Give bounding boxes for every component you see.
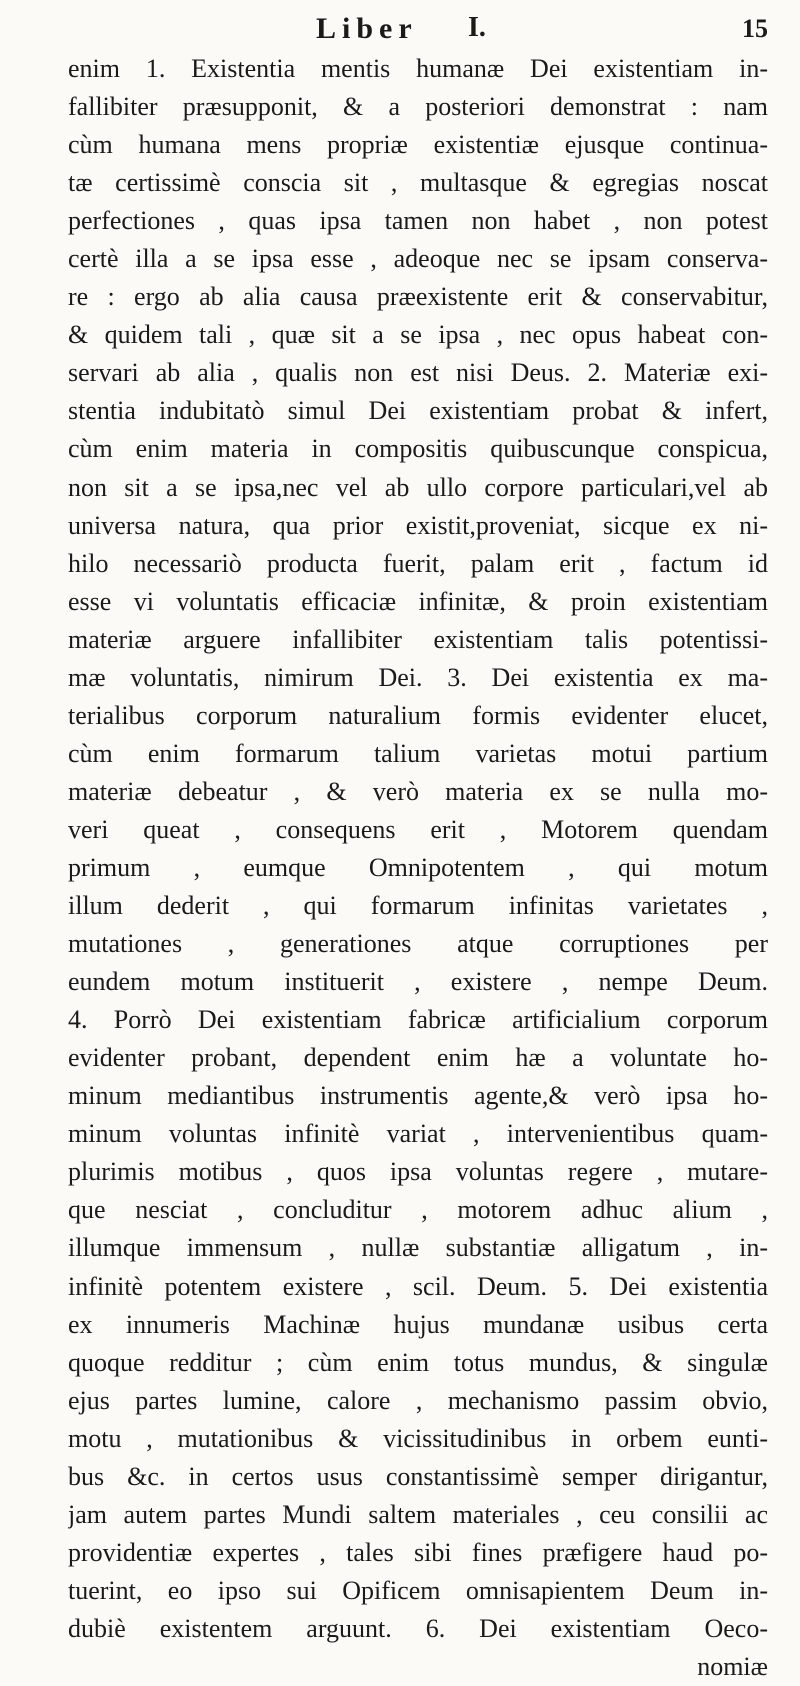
text-line: primum , eumque Omnipotentem , qui motum (68, 852, 768, 882)
text-line: terialibus corporum naturalium formis evidenter elucet, (68, 700, 768, 730)
text-line: dubiè existentem arguunt. 6. Dei existentiam Oeco- (68, 1613, 768, 1643)
text-line: jam autem partes Mundi saltem materiales , ceu consilii ac (68, 1499, 768, 1529)
text-line: & quidem tali , quæ sit a se ipsa , nec opus habeat con- (68, 320, 768, 350)
text-line: quoque redditur ; cùm enim totus mundus, & singulæ (68, 1347, 768, 1377)
text-line: ex innumeris Machinæ hujus mundanæ usibus certa (68, 1309, 768, 1339)
text-line: minum mediantibus instrumentis agente,& verò ipsa ho- (68, 1081, 768, 1111)
text-line: cùm enim materia in compositis quibuscunque conspicua, (68, 434, 768, 464)
text-line: ejus partes lumine, calore , mechanismo passim obvio, (68, 1385, 768, 1415)
text-line: materiæ arguere infallibiter existentiam talis potentissi- (68, 624, 768, 654)
text-line: enim 1. Existentia mentis humanæ Dei existentiam in- (68, 54, 768, 83)
text-line: stentia indubitatò simul Dei existentiam probat & infert, (68, 396, 768, 426)
text-line: bus &c. in certos usus constantissimè semper dirigantur, (68, 1461, 768, 1491)
text-line: eundem motum instituerit , existere , nempe Deum. (68, 967, 768, 997)
text-line: illumque immensum , nullæ substantiæ alligatum , in- (68, 1233, 768, 1263)
text-line: infinitè potentem existere , scil. Deum. 5. Dei existentia (68, 1271, 768, 1301)
text-line: mæ voluntatis, nimirum Dei. 3. Dei existentia ex ma- (68, 662, 768, 692)
text-line: servari ab alia , qualis non est nisi Deus. 2. Materiæ exi- (68, 358, 768, 388)
text-line: fallibiter præsupponit, & a posteriori demonstrat : nam (68, 92, 768, 122)
text-line: plurimis motibus , quos ipsa voluntas regere , mutare- (68, 1157, 768, 1187)
running-header (0, 8, 800, 54)
text-line: non sit a se ipsa,nec vel ab ullo corpore particulari,vel ab (68, 472, 768, 502)
running-title: Liber (316, 12, 418, 45)
text-line: mutationes , generationes atque corruptiones per (68, 929, 768, 959)
text-line: cùm enim formarum talium varietas motui partium (68, 738, 768, 768)
text-line: universa natura, qua prior existit,proveniat, sicque ex ni- (68, 510, 768, 540)
text-line: 4. Porrò Dei existentiam fabricæ artificialium corporum (68, 1005, 768, 1035)
text-line: tuerint, eo ipso sui Opificem omnisapientem Deum in- (68, 1575, 768, 1605)
text-line: hilo necessariò producta fuerit, palam erit , factum id (68, 548, 768, 578)
text-line: esse vi voluntatis efficaciæ infinitæ, & proin existentiam (68, 586, 768, 616)
text-line: veri queat , consequens erit , Motorem quendam (68, 814, 768, 844)
text-line: que nesciat , concluditur , motorem adhuc alium , (68, 1195, 768, 1225)
text-line: minum voluntas infinitè variat , intervenientibus quam- (68, 1119, 768, 1149)
text-line: evidenter probant, dependent enim hæ a voluntate ho- (68, 1043, 768, 1073)
text-line: tæ certissimè conscia sit , multasque & egregias noscat (68, 168, 768, 198)
page-number: 15 (742, 14, 768, 43)
text-line: nomiæ (697, 1651, 768, 1681)
text-line: perfectiones , quas ipsa tamen non habet , non potest (68, 206, 768, 236)
text-line: materiæ debeatur , & verò materia ex se nulla mo- (68, 776, 768, 806)
text-line: providentiæ expertes , tales sibi fines præfigere haud po- (68, 1537, 768, 1567)
text-line: cùm humana mens propriæ existentiæ ejusque continua- (68, 130, 768, 160)
text-line: motu , mutationibus & vicissitudinibus in orbem eunti- (68, 1423, 768, 1453)
signature-mark: I. (468, 12, 486, 43)
text-line: illum dederit , qui formarum infinitas varietates , (68, 891, 768, 921)
text-line: re : ergo ab alia causa præexistente erit & conservabitur, (68, 282, 768, 312)
text-line: certè illa a se ipsa esse , adeoque nec se ipsam conserva- (68, 244, 768, 274)
body-text (68, 50, 768, 1686)
